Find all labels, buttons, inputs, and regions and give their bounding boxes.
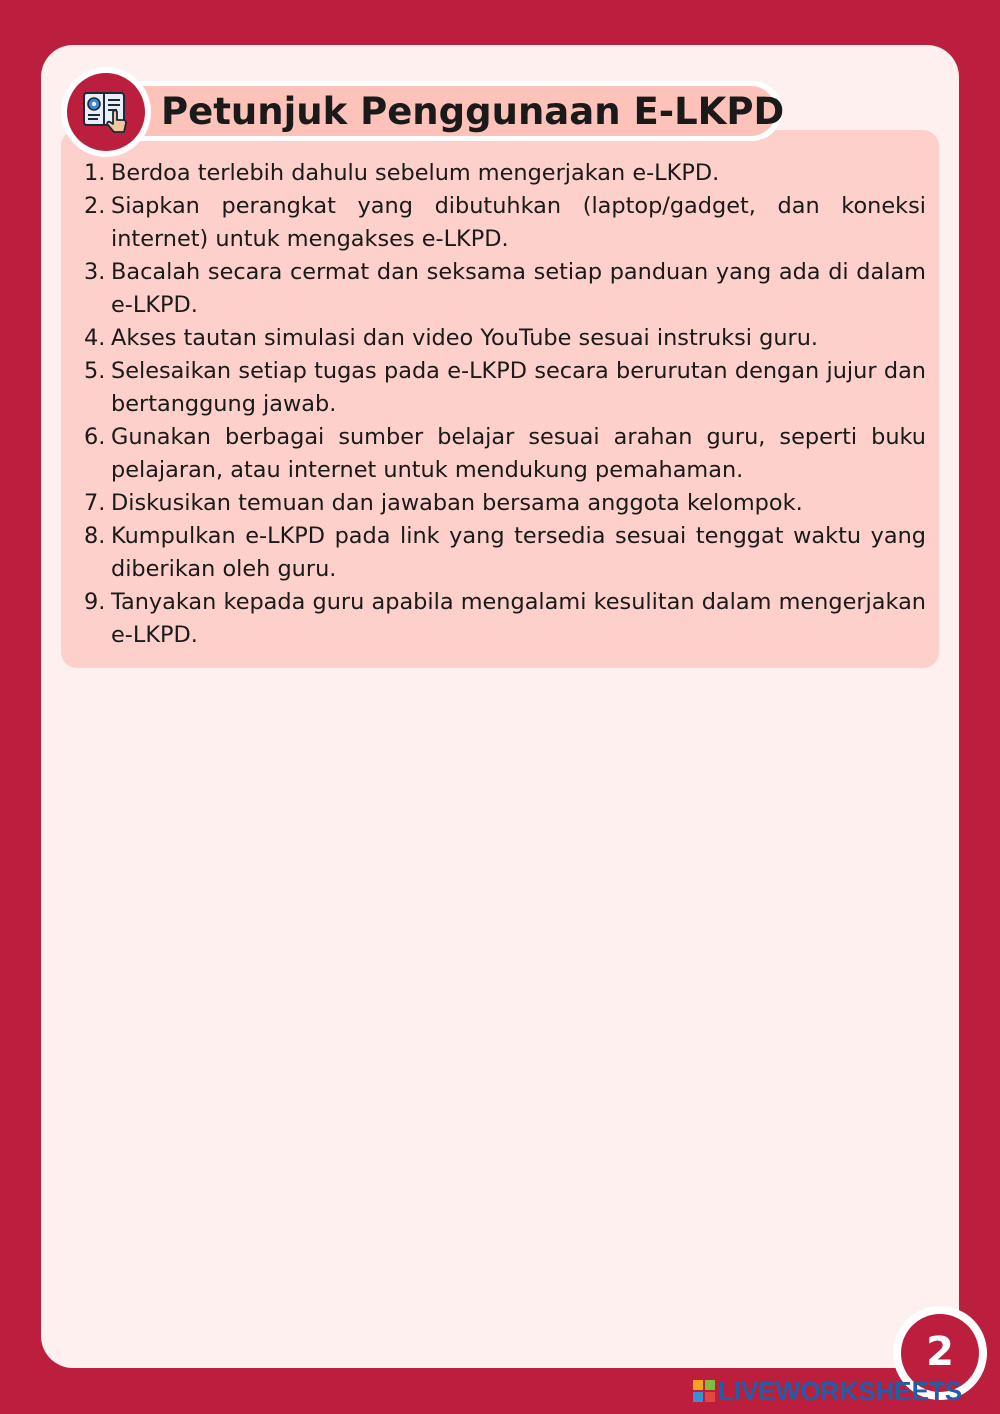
manual-book-hand-icon bbox=[81, 87, 131, 137]
page-title: Petunjuk Penggunaan E-LKPD bbox=[161, 90, 785, 133]
item-number: 9. bbox=[84, 589, 106, 615]
item-number: 1. bbox=[84, 160, 106, 186]
item-number: 2. bbox=[84, 193, 106, 219]
item-text: Tanyakan kepada guru apabila mengalami kesulitan dalam mengerjakan e-LKPD. bbox=[111, 589, 926, 648]
watermark-text: LIVEWORKSHEETS bbox=[718, 1376, 963, 1406]
item-number: 3. bbox=[84, 259, 106, 285]
page-number: 2 bbox=[926, 1329, 954, 1375]
item-number: 8. bbox=[84, 523, 106, 549]
item-text: Selesaikan setiap tugas pada e-LKPD secara berurutan dengan jujur dan bertanggung jawab. bbox=[111, 358, 926, 417]
list-item bbox=[84, 520, 926, 586]
instruction-list bbox=[84, 157, 926, 652]
item-text: Diskusikan temuan dan jawaban bersama anggota kelompok. bbox=[111, 490, 803, 516]
liveworksheets-squares-icon bbox=[693, 1380, 715, 1402]
list-item bbox=[84, 157, 926, 190]
list-item bbox=[84, 586, 926, 652]
item-text: Berdoa terlebih dahulu sebelum mengerjakan e-LKPD. bbox=[111, 160, 720, 186]
title-icon-badge bbox=[67, 73, 145, 151]
list-item bbox=[84, 487, 926, 520]
list-item bbox=[84, 190, 926, 256]
list-item bbox=[84, 421, 926, 487]
list-item bbox=[84, 322, 926, 355]
item-number: 4. bbox=[84, 325, 106, 351]
list-item bbox=[84, 256, 926, 322]
item-number: 5. bbox=[84, 358, 106, 384]
list-item bbox=[84, 355, 926, 421]
item-text: Bacalah secara cermat dan seksama setiap panduan yang ada di dalam e-LKPD. bbox=[111, 259, 926, 318]
item-text: Gunakan berbagai sumber belajar sesuai arahan guru, seperti buku pelajaran, atau internet untuk mendukung pemahaman. bbox=[111, 424, 926, 483]
item-number: 7. bbox=[84, 490, 106, 516]
item-text: Akses tautan simulasi dan video YouTube sesuai instruksi guru. bbox=[111, 325, 819, 351]
item-text: Siapkan perangkat yang dibutuhkan (laptop/gadget, dan koneksi internet) untuk mengakses e-LKPD. bbox=[111, 193, 926, 252]
item-text: Kumpulkan e-LKPD pada link yang tersedia sesuai tenggat waktu yang diberikan oleh guru. bbox=[111, 523, 926, 582]
item-number: 6. bbox=[84, 424, 106, 450]
